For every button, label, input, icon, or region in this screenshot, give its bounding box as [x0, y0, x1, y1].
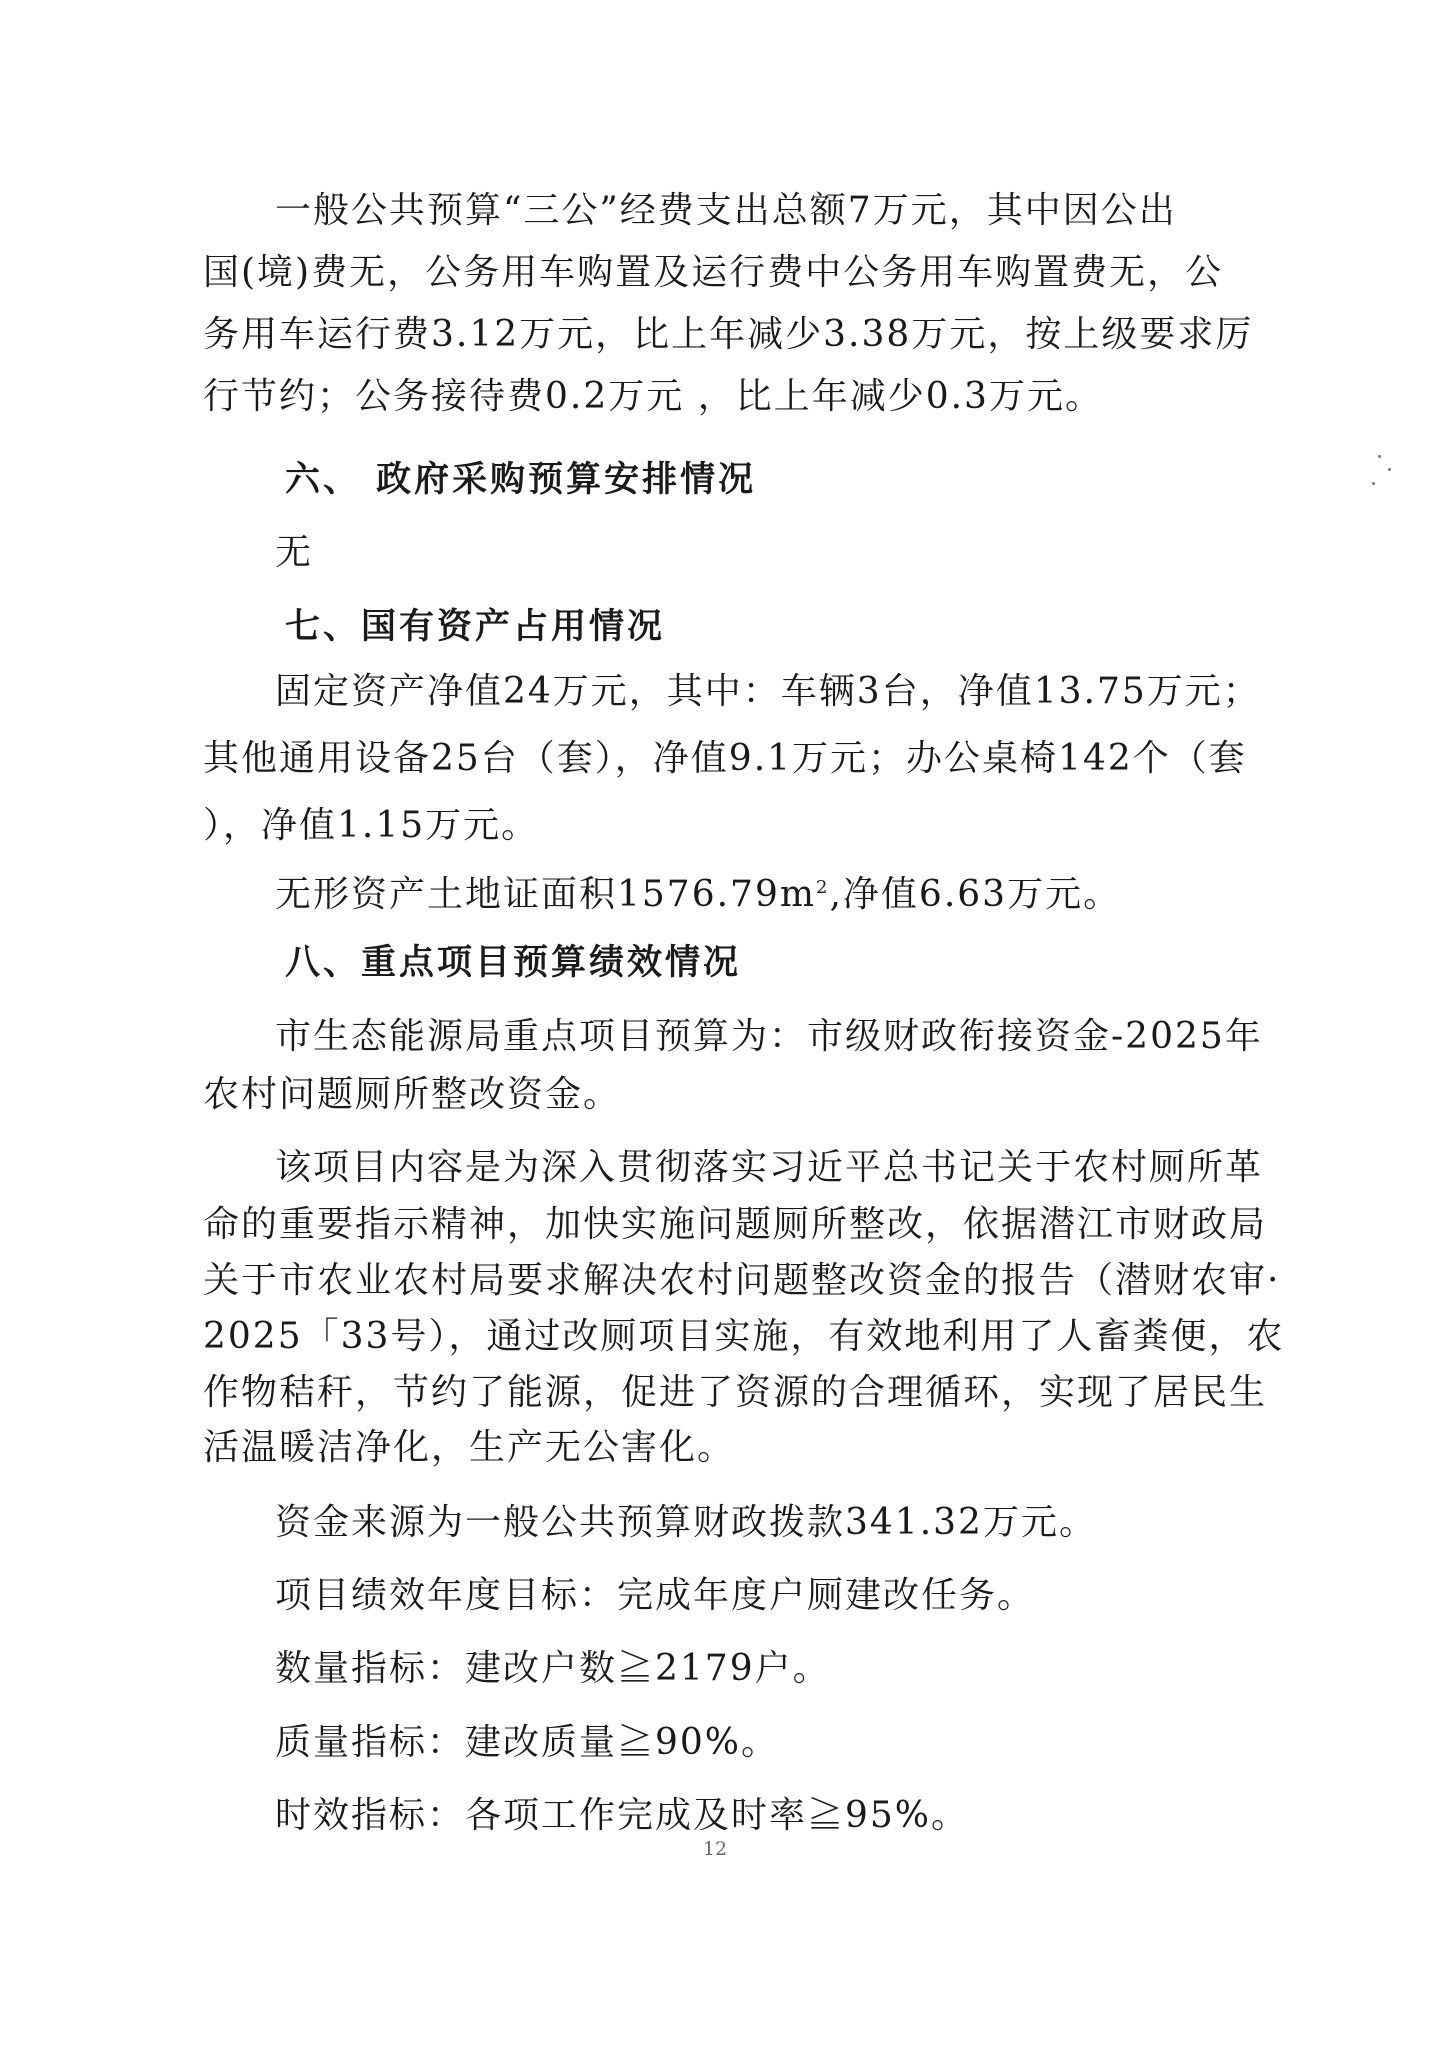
para-project-content-line-5: 作物秸秆，节约了能源，促进了资源的合理循环，实现了居民生 [203, 1372, 1268, 1413]
para-fixed-assets-line-2: 其他通用设备25台（套），净值9.1万元；办公桌椅142个（套 [203, 738, 1247, 779]
scan-speck [1378, 455, 1381, 458]
para-key-project-line-2: 农村问题厕所整改资金。 [203, 1074, 622, 1115]
para-intangible-assets [275, 872, 1121, 918]
para-project-content-line-2: 命的重要指示精神，加快实施问题厕所整改，依据潜江市财政局 [203, 1204, 1268, 1245]
para-quantity-indicator: 数量指标：建改户数≧2179户。 [275, 1648, 831, 1689]
para-sangong-line-3: 务用车运行费3.12万元，比上年减少3.38万元，按上级要求厉 [203, 314, 1254, 355]
heading-key-project: 八、重点项目预算绩效情况 [285, 943, 742, 983]
page-number: 12 [702, 1838, 728, 1860]
para-sangong-line-4: 行节约；公务接待费0.2万元 ，比上年减少0.3万元。 [203, 376, 1103, 417]
para-project-content-line-1: 该项目内容是为深入贯彻落实习近平总书记关于农村厕所革 [275, 1147, 1264, 1188]
intangible-assets-text-a: 无形资产土地证面积1576.79m [275, 874, 817, 915]
para-project-content-line-6: 活温暖洁净化，生产无公害化。 [203, 1427, 736, 1468]
heading-state-assets: 七、国有资产占用情况 [285, 607, 666, 647]
heading-procurement: 六、 政府采购预算安排情况 [285, 460, 757, 500]
para-fixed-assets-line-1: 固定资产净值24万元，其中：车辆3台，净值13.75万元； [275, 671, 1261, 712]
para-project-content-line-4: 2025「33号），通过改厕项目实施，有效地利用了人畜粪便，农 [203, 1316, 1285, 1357]
para-annual-target: 项目绩效年度目标：完成年度户厕建改任务。 [275, 1575, 1036, 1616]
superscript-2: 2 [816, 877, 830, 898]
scan-speck [1372, 482, 1375, 485]
para-sangong-line-1: 一般公共预算“三公”经费支出总额7万元，其中因公出 [275, 190, 1177, 231]
para-key-project-line-1: 市生态能源局重点项目预算为：市级财政衔接资金-2025年 [275, 1016, 1263, 1057]
para-procurement-none: 无 [275, 532, 314, 573]
intangible-assets-text-b: ,净值6.63万元。 [829, 874, 1122, 915]
para-sangong-line-2: 国(境)费无，公务用车购置及运行费中公务用车购置费无，公 [203, 252, 1224, 293]
para-timeliness-indicator: 时效指标：各项工作完成及时率≧95%。 [275, 1795, 970, 1836]
para-fixed-assets-line-3: ），净值1.15万元。 [203, 805, 540, 846]
scan-speck [1388, 468, 1391, 471]
para-fund-source: 资金来源为一般公共预算财政拨款341.32万元。 [275, 1502, 1097, 1543]
para-quality-indicator: 质量指标：建改质量≧90%。 [275, 1722, 780, 1763]
para-project-content-line-3: 关于市农业农村局要求解决农村问题整改资金的报告（潜财农审· [203, 1260, 1281, 1301]
